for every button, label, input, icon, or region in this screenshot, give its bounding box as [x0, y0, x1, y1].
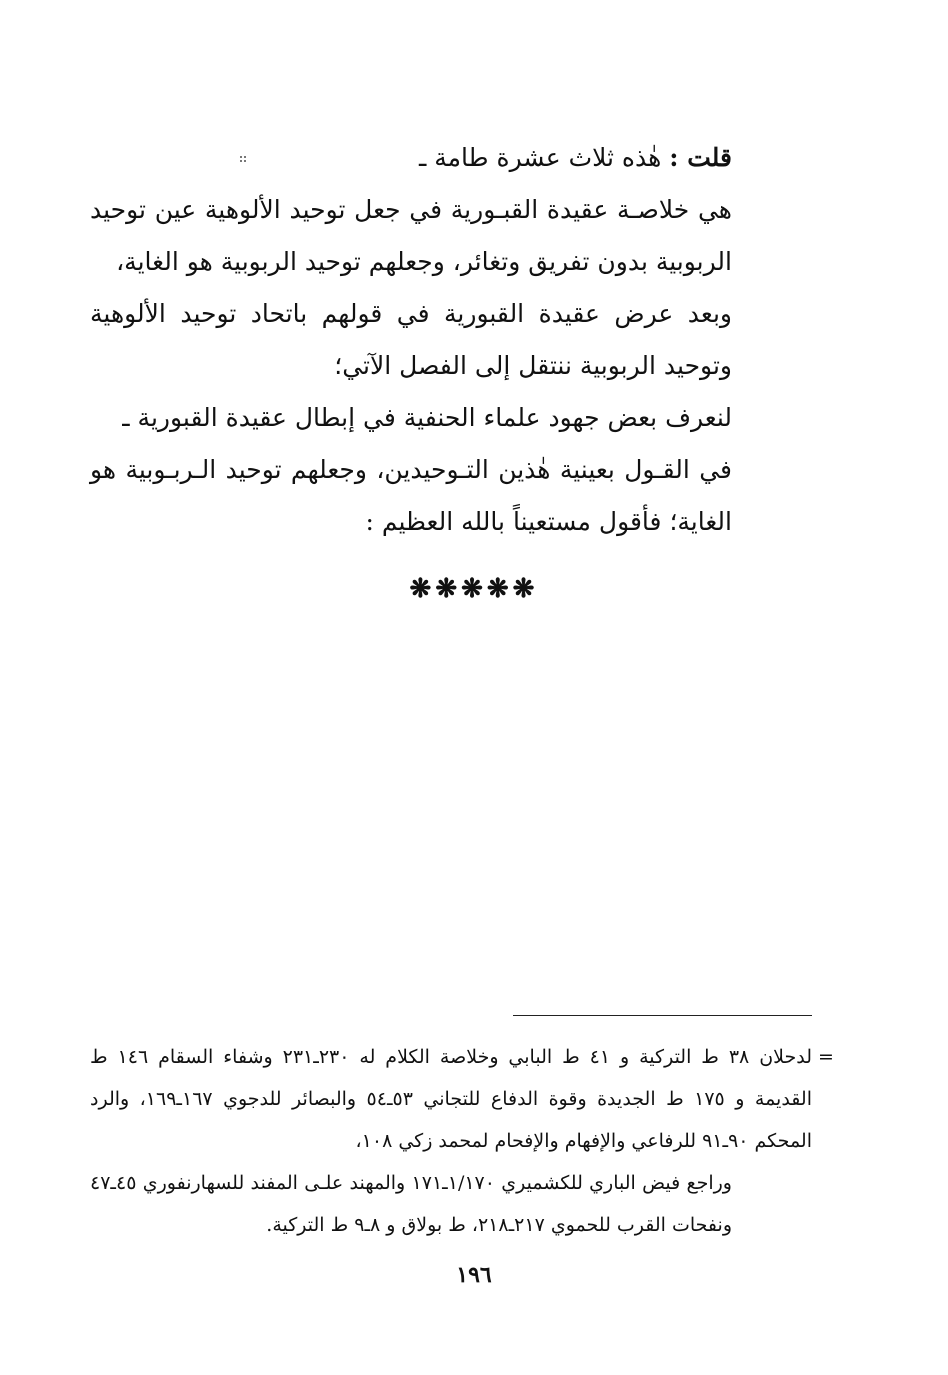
- paragraph: وبعد عرض عقيدة القبورية في قولهم باتحاد توحيد الألوهية وتوحيد الربوبية ننتقل إلى الفصل الآتي؛: [90, 299, 732, 380]
- paragraph: هي خلاصـة عقيدة القبـورية في جعل توحيد الألوهية عين توحيد الربوبية بدون تفريق وتغائر، وجعلهم توحيد الربوبية هو الغاية،: [90, 195, 732, 276]
- footnote-item: وراجع فيض الباري للكشميري ١/١٧٠ـ١٧١ والمهند علـى المفند للسهارنفوري ٤٥ـ٤٧ ونفحات القرب للحموي ٢١٧ـ٢١٨، ط بولاق و ٨ـ٩ ط التركية.: [90, 1172, 732, 1236]
- opening-rest: هٰذه ثلاث عشرة طامة ـ: [418, 143, 670, 172]
- footnotes: [90, 1036, 812, 1246]
- page-number: ١٩٦: [456, 1262, 492, 1288]
- footnote-rule: [513, 1015, 812, 1016]
- footnote-item: لدحلان ٣٨ ط التركية و ٤١ ط البابي وخلاصة الكلام له ٢٣٠ـ٢٣١ وشفاء السقام ١٤٦ ط القديمة و ١٧٥ ط الجديدة وقوة الدفاع للتجاني ٥٣ـ٥٤ والبصائر للدجوي ١٦٧ـ١٦٩، والرد المحكم ٩٠ـ٩١ للرفاعي والإفهام والإفحام لمحمد زكي ١٠٨،: [90, 1046, 812, 1152]
- paragraph: في القـول بعينية هٰذين التـوحيدين، وجعلهم توحيد الـربـوبية هو الغاية؛ فأقول مستعيناً بالله العظيم :: [90, 455, 732, 536]
- paragraph: لنعرف بعض جهود علماء الحنفية في إبطال عقيدة القبورية ـ: [122, 403, 732, 432]
- footnote-continuation-mark: =: [818, 1046, 834, 1068]
- opening-line: [90, 132, 812, 184]
- lead-word: قلت :: [669, 143, 732, 172]
- main-text: [90, 132, 812, 548]
- section-separator: ❋❋❋❋❋: [409, 574, 539, 604]
